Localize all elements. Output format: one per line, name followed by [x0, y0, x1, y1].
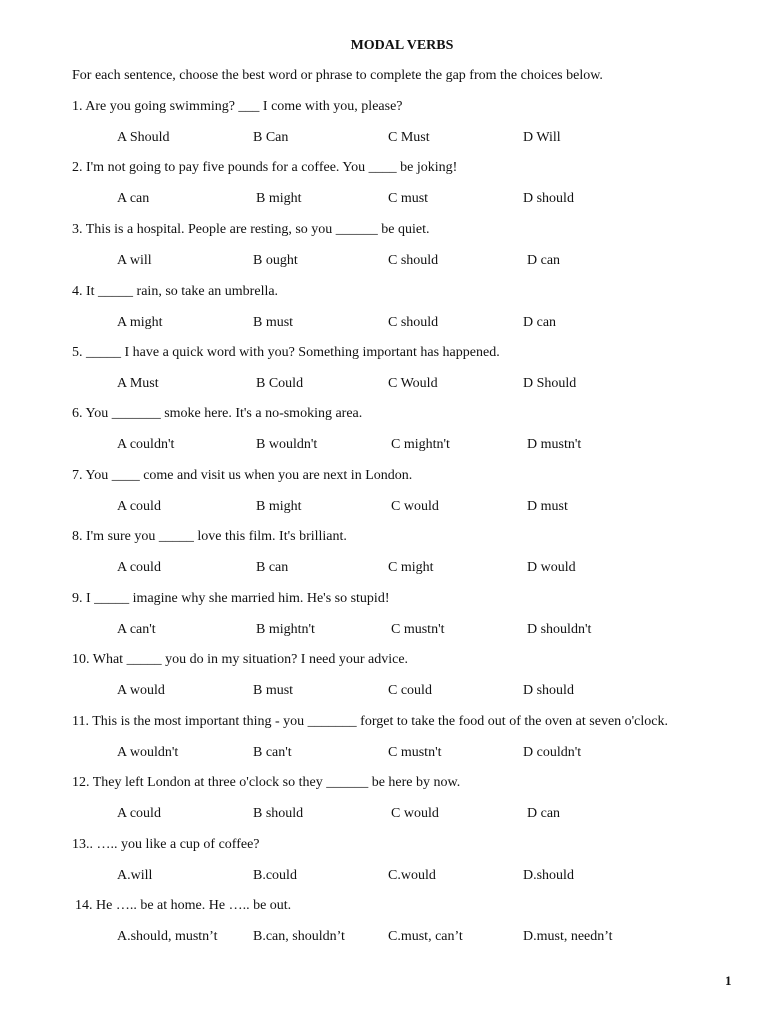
question-8: 8. I'm sure you _____ love this film. It's brilliant. — [72, 529, 347, 544]
question-14-option-c: C.must, can’t — [388, 929, 463, 944]
question-14: 14. He ….. be at home. He ….. be out. — [75, 898, 292, 913]
question-2-option-b: B might — [256, 191, 302, 206]
question-13-option-d: D.should — [523, 868, 574, 883]
question-8-option-c: C might — [388, 560, 434, 575]
question-7: 7. You ____ come and visit us when you are next in London. — [72, 468, 413, 483]
question-2-option-d: D should — [523, 191, 574, 206]
question-8-option-d: D would — [527, 560, 576, 575]
instructions: For each sentence, choose the best word or phrase to complete the gap from the choices below. — [72, 68, 603, 83]
question-14-option-a: A.should, mustn’t — [117, 929, 218, 944]
question-9: 9. I _____ imagine why she married him. He's so stupid! — [72, 591, 390, 606]
question-12: 12. They left London at three o'clock so they ______ be here by now. — [72, 775, 461, 790]
question-12-option-b: B should — [253, 806, 304, 821]
question-2-option-c: C must — [388, 191, 429, 206]
question-5-option-c: C Would — [388, 376, 438, 391]
question-6-option-c: C mightn't — [391, 437, 450, 452]
question-1-option-a: A Should — [117, 130, 170, 145]
page-title: MODAL VERBS — [350, 38, 454, 53]
question-6-option-a: A couldn't — [117, 437, 175, 452]
question-9-option-b: B mightn't — [256, 622, 315, 637]
question-5-option-a: A Must — [117, 376, 159, 391]
question-6: 6. You _______ smoke here. It's a no-smoking area. — [72, 406, 363, 421]
question-8-option-a: A could — [117, 560, 161, 575]
question-4-option-c: C should — [388, 315, 439, 330]
question-10: 10. What _____ you do in my situation? I need your advice. — [72, 652, 409, 667]
question-9-option-a: A can't — [117, 622, 156, 637]
page-number: 1 — [725, 973, 732, 988]
question-11: 11. This is the most important thing - you _______ forget to take the food out of the oven at seven o'clock. — [72, 714, 668, 729]
question-2-option-a: A can — [117, 191, 150, 206]
question-3-option-b: B ought — [253, 253, 298, 268]
question-1: 1. Are you going swimming? ___ I come with you, please? — [72, 99, 403, 114]
question-4: 4. It _____ rain, so take an umbrella. — [72, 284, 279, 299]
question-2: 2. I'm not going to pay five pounds for a coffee. You ____ be joking! — [72, 160, 458, 175]
question-12-option-d: D can — [527, 806, 561, 821]
question-6-option-b: B wouldn't — [256, 437, 318, 452]
question-3-option-d: D can — [527, 253, 561, 268]
question-7-option-d: D must — [527, 499, 568, 514]
question-11-option-b: B can't — [253, 745, 292, 760]
question-10-option-a: A would — [117, 683, 165, 698]
question-7-option-b: B might — [256, 499, 302, 514]
question-5-option-b: B Could — [256, 376, 304, 391]
question-11-option-c: C mustn't — [388, 745, 442, 760]
question-8-option-b: B can — [256, 560, 289, 575]
question-14-option-d: D.must, needn’t — [523, 929, 613, 944]
question-3-option-a: A will — [117, 253, 152, 268]
question-12-option-c: C would — [391, 806, 439, 821]
question-10-option-d: D should — [523, 683, 574, 698]
question-13-option-b: B.could — [253, 868, 297, 883]
question-14-option-b: B.can, shouldn’t — [253, 929, 345, 944]
question-5-option-d: D Should — [523, 376, 577, 391]
question-4-option-d: D can — [523, 315, 557, 330]
question-11-option-a: A wouldn't — [117, 745, 179, 760]
question-10-option-c: C could — [388, 683, 432, 698]
question-3: 3. This is a hospital. People are resting, so you ______ be quiet. — [72, 222, 430, 237]
question-1-option-b: B Can — [253, 130, 289, 145]
question-5: 5. _____ I have a quick word with you? Something important has happened. — [72, 345, 500, 360]
question-1-option-d: D Will — [523, 130, 561, 145]
question-11-option-d: D couldn't — [523, 745, 582, 760]
question-13-option-a: A.will — [117, 868, 153, 883]
question-3-option-c: C should — [388, 253, 439, 268]
question-12-option-a: A could — [117, 806, 161, 821]
question-9-option-c: C mustn't — [391, 622, 445, 637]
question-6-option-d: D mustn't — [527, 437, 582, 452]
question-10-option-b: B must — [253, 683, 294, 698]
question-7-option-a: A could — [117, 499, 161, 514]
question-4-option-a: A might — [117, 315, 163, 330]
question-9-option-d: D shouldn't — [527, 622, 592, 637]
question-13-option-c: C.would — [388, 868, 436, 883]
question-4-option-b: B must — [253, 315, 294, 330]
question-7-option-c: C would — [391, 499, 439, 514]
question-1-option-c: C Must — [388, 130, 430, 145]
question-13: 13.. ….. you like a cup of coffee? — [72, 837, 260, 852]
